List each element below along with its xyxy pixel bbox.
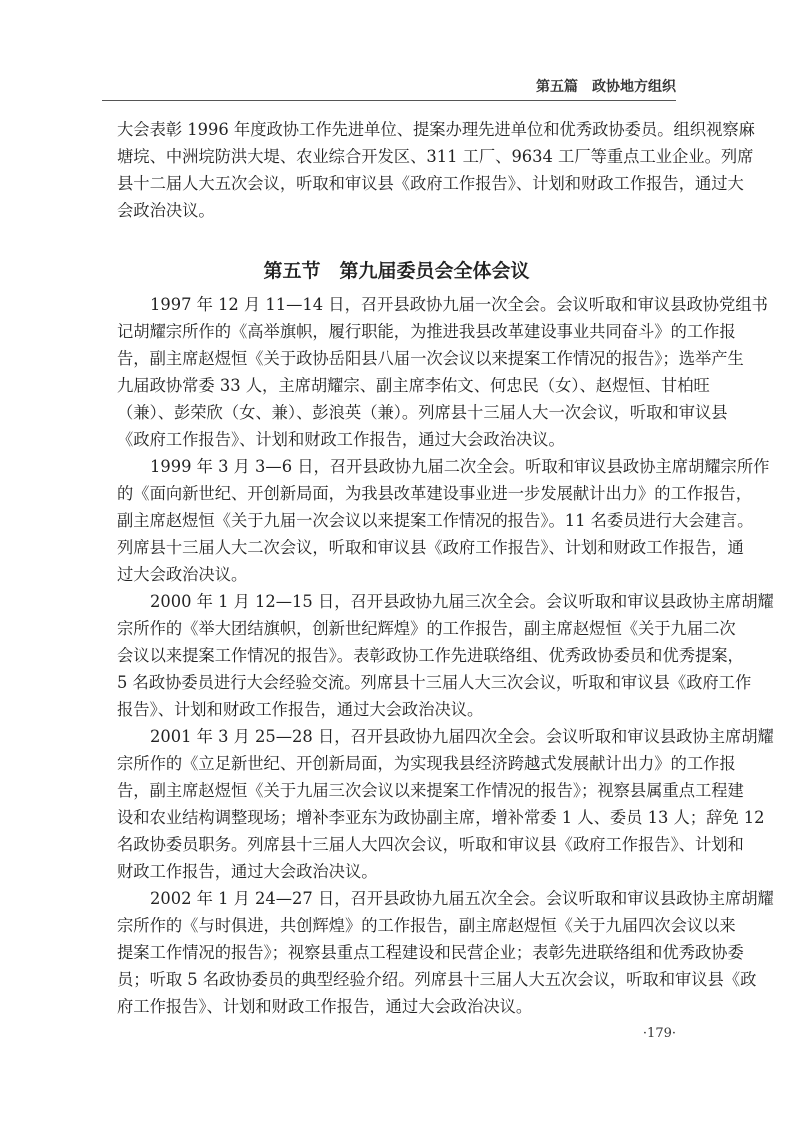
section-body: [117, 291, 774, 1020]
text-line: 县十二届人大五次会议，听取和审议县《政府工作报告》、计划和财政工作报告，通过大: [117, 174, 744, 193]
text-line: 《政府工作报告》、计划和财政工作报告，通过大会政治决议。: [117, 430, 565, 449]
paragraph: [117, 291, 768, 453]
paragraph: [117, 588, 774, 723]
text-line: 宗所作的《举大团结旗帜，创新世纪辉煌》的工作报告，副主席赵煜恒《关于九届二次: [117, 619, 736, 638]
running-header: 第五篇 政协地方组织: [536, 79, 676, 95]
text-line: 告，副主席赵煜恒《关于九届三次会议以来提案工作情况的报告》；视察县属重点工程建: [117, 781, 744, 800]
text-line: 员；听取 5 名政协委员的典型经验介绍。列席县十三届人大五次会议，听取和审议县《政: [117, 970, 757, 989]
text-line: 大会表彰 1996 年度政协工作先进单位、提案办理先进单位和优秀政协委员。组织视察麻: [117, 120, 755, 139]
paragraph: [117, 885, 774, 1020]
text-line: 1997 年 12 月 11—14 日，召开县政协九届一次全会。会议听取和审议县政协党组书: [150, 295, 768, 314]
text-line: 宗所作的《与时俱进，共创辉煌》的工作报告，副主席赵煜恒《关于九届四次会议以来: [117, 916, 736, 935]
page-number: ·179·: [642, 1026, 676, 1041]
header-rule: [102, 100, 676, 101]
text-line: 会议以来提案工作情况的报告》。表彰政协工作先进联络组、优秀政协委员和优秀提案，: [117, 646, 744, 665]
text-line: 5 名政协委员进行大会经验交流。列席县十三届人大三次会议，听取和审议县《政府工作: [117, 673, 752, 692]
text-line: 1999 年 3 月 3—6 日，召开县政协九届二次全会。听取和审议县政协主席胡耀宗所作: [150, 457, 770, 476]
text-line: 府工作报告》、计划和财政工作报告，通过大会政治决议。: [117, 997, 533, 1016]
text-line: 会政治决议。: [117, 201, 215, 220]
continued-paragraph: [117, 116, 755, 224]
text-line: 2001 年 3 月 25—28 日，召开县政协九届四次全会。会议听取和审议县政协主席胡耀: [150, 727, 774, 746]
text-line: 宗所作的《立足新世纪、开创新局面，为实现我县经济跨越式发展献计出力》的工作报: [117, 754, 736, 773]
text-line: 名政协委员职务。列席县十三届人大四次会议，听取和审议县《政府工作报告》、计划和: [117, 835, 744, 854]
paragraph: [117, 116, 755, 224]
paragraph: [117, 723, 774, 885]
text-line: 九届政协常委 33 人，主席胡耀宗、副主席李佑文、何忠民（女）、赵煜恒、甘柏旺: [117, 376, 710, 395]
text-line: 列席县十三届人大二次会议，听取和审议县《政府工作报告》、计划和财政工作报告，通: [117, 538, 744, 557]
text-line: 副主席赵煜恒《关于九届一次会议以来提案工作情况的报告》。11 名委员进行大会建言。: [117, 511, 754, 530]
text-line: 提案工作情况的报告》；视察县重点工程建设和民营企业；表彰先进联络组和优秀政协委: [117, 943, 744, 962]
text-line: 报告》、计划和财政工作报告，通过大会政治决议。: [117, 700, 484, 719]
text-line: 塘垸、中洲垸防洪大堤、农业综合开发区、311 工厂、9634 工厂等重点工业企业。列席: [117, 147, 754, 166]
text-line: （兼）、彭荣欣（女、兼）、彭浪英（兼）。列席县十三届人大一次会议，听取和审议县: [117, 403, 728, 422]
text-line: 记胡耀宗所作的《高举旗帜，履行职能，为推进我县改革建设事业共同奋斗》的工作报: [117, 322, 736, 341]
text-line: 告，副主席赵煜恒《关于政协岳阳县八届一次会议以来提案工作情况的报告》；选举产生: [117, 349, 744, 368]
paragraph: [117, 453, 770, 588]
section-heading: 第五节 第九届委员会全体会议: [263, 260, 530, 282]
text-line: 设和农业结构调整现场；增补李亚东为政协副主席，增补常委 1 人、委员 13 人；辞免 12: [117, 808, 765, 827]
text-line: 2002 年 1 月 24—27 日，召开县政协九届五次全会。会议听取和审议县政协主席胡耀: [150, 889, 774, 908]
text-line: 的《面向新世纪、开创新局面，为我县改革建设事业进一步发展献计出力》的工作报告，: [117, 484, 752, 503]
text-line: 财政工作报告，通过大会政治决议。: [117, 862, 378, 881]
text-line: 2000 年 1 月 12—15 日，召开县政协九届三次全会。会议听取和审议县政协主席胡耀: [150, 592, 774, 611]
text-line: 过大会政治决议。: [117, 565, 248, 584]
